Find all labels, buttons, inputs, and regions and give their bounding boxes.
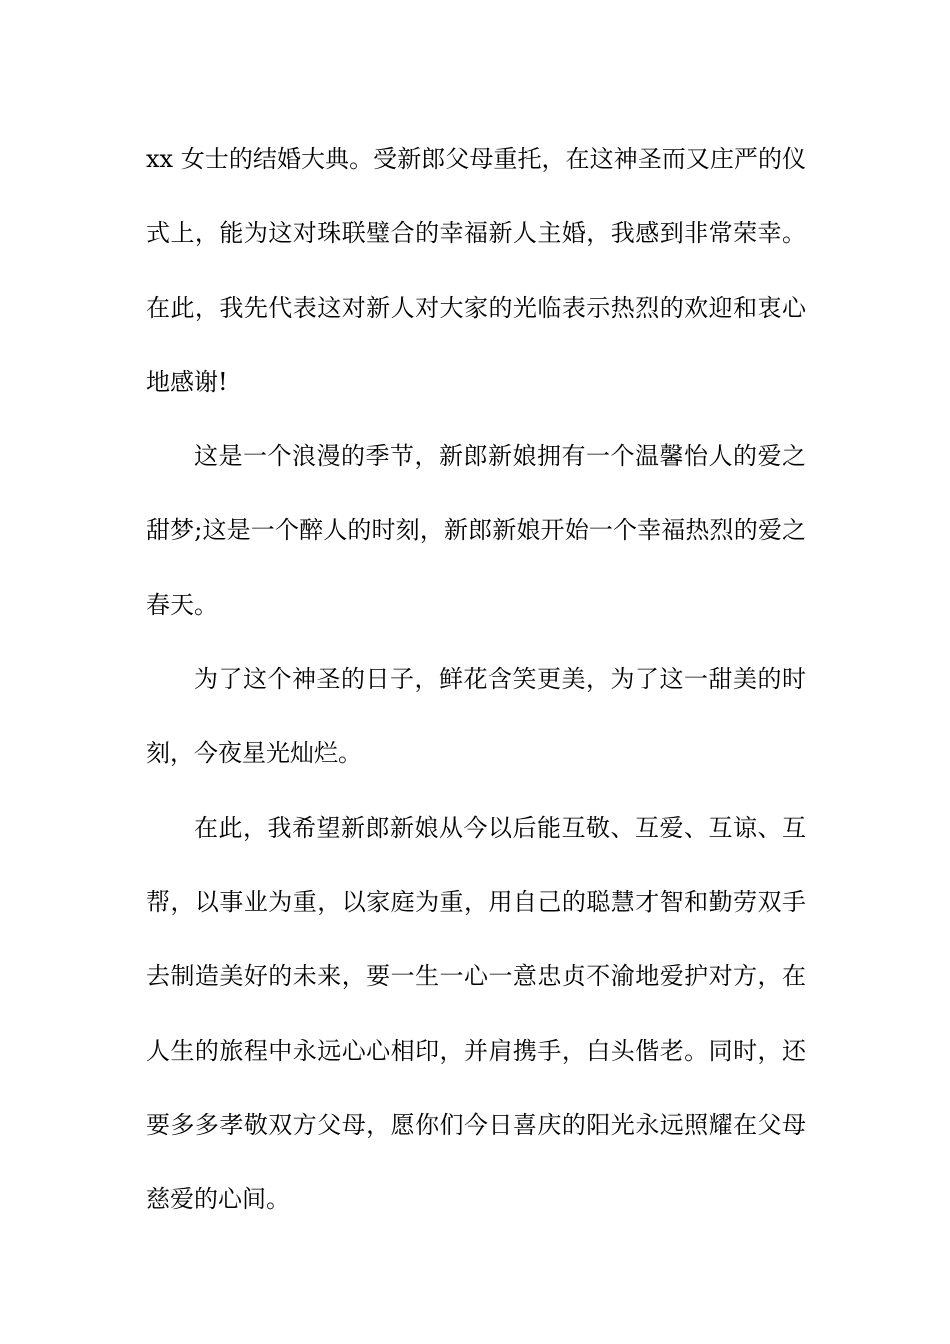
paragraph-4-line-5: 要多多孝敬双方父母，愿你们今日喜庆的阳光永远照耀在父母 bbox=[146, 1110, 806, 1139]
paragraph-2-line-3: 春天。 bbox=[146, 590, 218, 619]
paragraph-4-line-4: 人生的旅程中永远心心相印，并肩携手，白头偕老。同时，还 bbox=[146, 1036, 806, 1065]
document-body bbox=[146, 122, 806, 1236]
paragraph-4-line-6: 慈爱的心间。 bbox=[146, 1185, 290, 1214]
paragraph-2-line-2: 甜梦;这是一个醉人的时刻，新郎新娘开始一个幸福热烈的爱之 bbox=[146, 516, 806, 545]
paragraph-1-line-4: 地感谢! bbox=[146, 367, 228, 396]
paragraph-1-line-2: 式上，能为这对珠联璧合的幸福新人主婚，我感到非常荣幸。 bbox=[146, 219, 806, 248]
paragraph-1-line-1: xx 女士的结婚大典。受新郎父母重托，在这神圣而又庄严的仪 bbox=[146, 145, 806, 173]
paragraph-1-line-3: 在此，我先代表这对新人对大家的光临表示热烈的欢迎和衷心 bbox=[146, 293, 806, 322]
paragraph-3-line-1: 为了这个神圣的日子，鲜花含笑更美，为了这一甜美的时 bbox=[194, 665, 806, 694]
paragraph-2-line-1: 这是一个浪漫的季节，新郎新娘拥有一个温馨怡人的爱之 bbox=[194, 442, 806, 471]
paragraph-4-line-1: 在此，我希望新郎新娘从今以后能互敬、互爱、互谅、互 bbox=[194, 813, 806, 842]
paragraph-3-line-2: 刻，今夜星光灿烂。 bbox=[146, 739, 362, 768]
paragraph-4-line-2: 帮，以事业为重，以家庭为重，用自己的聪慧才智和勤劳双手 bbox=[146, 887, 806, 916]
paragraph-4-line-3: 去制造美好的未来，要一生一心一意忠贞不渝地爱护对方，在 bbox=[146, 962, 806, 991]
